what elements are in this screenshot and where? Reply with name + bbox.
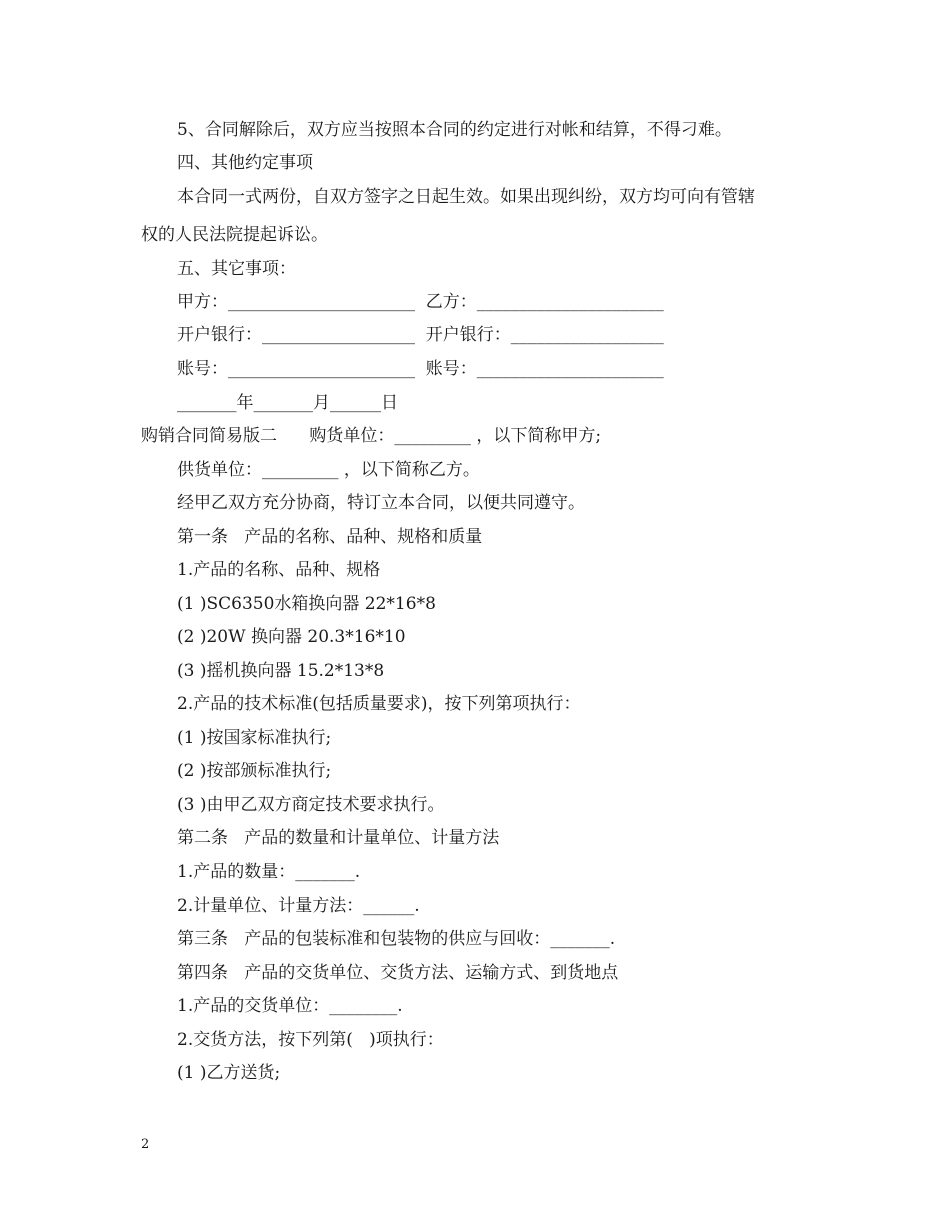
article-two-item-1: 1.产品的数量：_______. [177,862,361,882]
standard-option-1: (1 )按国家标准执行; [177,728,332,748]
signature-date-line: _______年_______月______日 [177,393,398,413]
product-spec-1: (1 )SC6350水箱换向器 22*16*8 [177,594,436,614]
page-number: 2 [141,1137,150,1152]
signature-account-line: 账号：______________________ 账号：______________________ [177,359,664,379]
agreement-intro: 经甲乙双方充分协商，特订立本合同，以便共同遵守。 [177,493,585,513]
product-spec-2: (2 )20W 换向器 20.3*16*10 [177,627,406,647]
article-one-heading: 第一条 产品的名称、品种、规格和质量 [177,527,483,547]
supplier-line: 供货单位：_________ ，以下简称乙方。 [177,460,480,480]
article-two-heading: 第二条 产品的数量和计量单位、计量方法 [177,828,500,848]
clause-termination-settlement: 5、合同解除后，双方应当按照本合同的约定进行对帐和结算，不得刁难。 [177,120,732,140]
contract-title-buyer: 购销合同简易版二 购货单位：_________ ，以下简称甲方; [141,426,602,446]
article-four-heading: 第四条 产品的交货单位、交货方法、运输方式、到货地点 [177,963,619,983]
paragraph-effectiveness-continued: 权的人民法院提起诉讼。 [141,225,328,245]
standard-option-2: (2 )按部颁标准执行; [177,761,332,781]
article-one-item-2: 2.产品的技术标准(包括质量要求)，按下列第项执行： [177,694,581,714]
signature-bank-line: 开户银行：__________________ 开户银行：__________________ [177,325,664,345]
article-four-item-1: 1.产品的交货单位：________. [177,996,403,1016]
product-spec-3: (3 )摇机换向器 15.2*13*8 [177,661,385,681]
article-three-heading: 第三条 产品的包装标准和包装物的供应与回收：_______. [177,929,616,949]
article-four-item-2: 2.交货方法，按下列第( )项执行： [177,1030,444,1050]
paragraph-effectiveness: 本合同一式两份，自双方签字之日起生效。如果出现纠纷，双方均可向有管辖 [177,187,755,207]
delivery-option-1: (1 )乙方送货; [177,1063,281,1083]
section-heading-other-matters: 五、其它事项： [177,259,296,279]
section-heading-other-agreements: 四、其他约定事项 [177,153,313,173]
article-two-item-2: 2.计量单位、计量方法：______. [177,896,420,916]
article-one-item-1: 1.产品的名称、品种、规格 [177,560,381,580]
standard-option-3: (3 )由甲乙双方商定技术要求执行。 [177,795,445,815]
signature-parties-line: 甲方：______________________ 乙方：______________________ [177,292,664,312]
